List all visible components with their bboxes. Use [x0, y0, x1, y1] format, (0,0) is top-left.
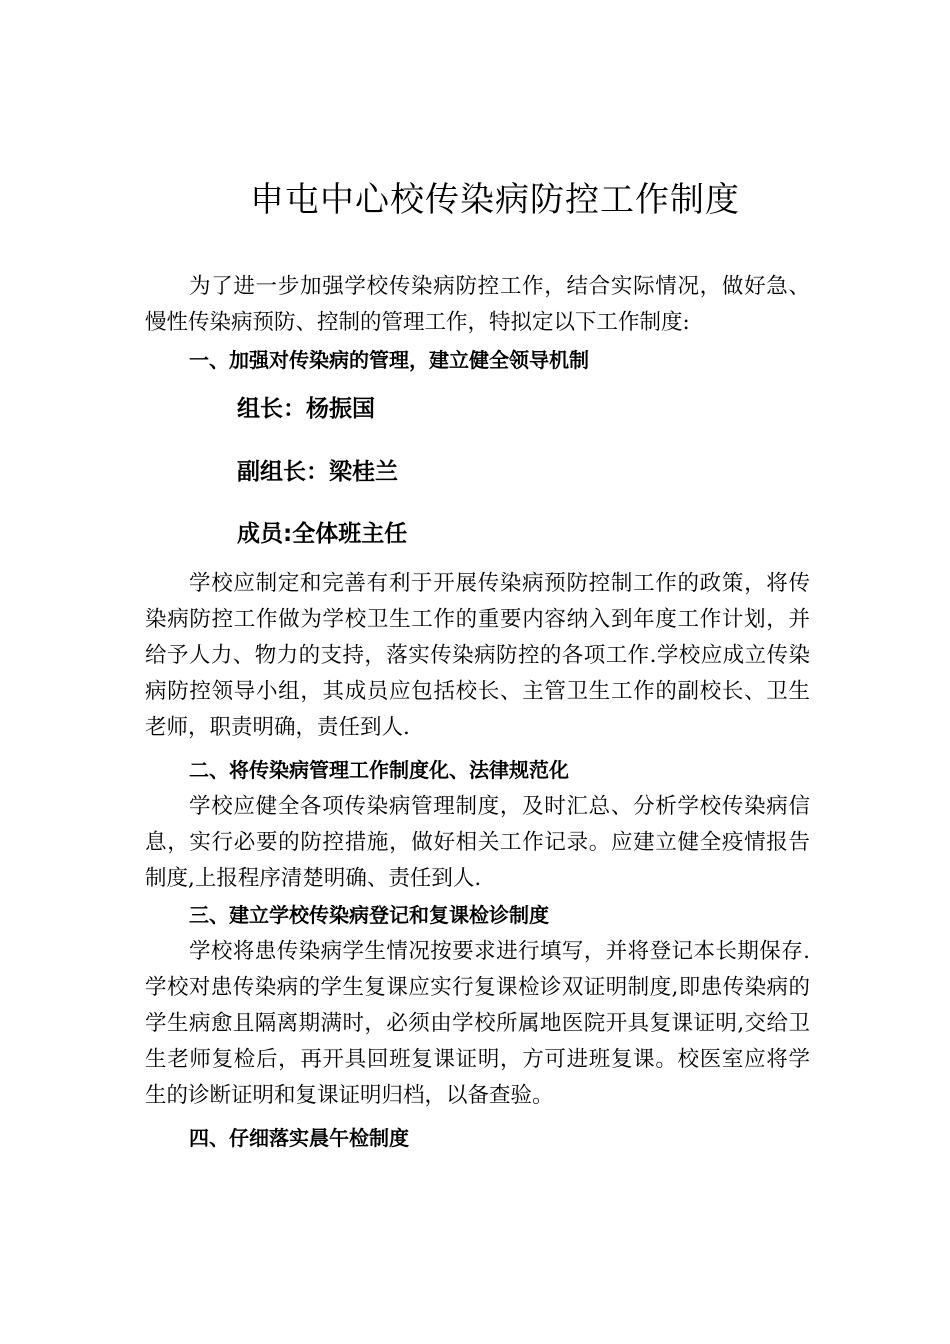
- section-4-heading: 四、仔细落实晨午检制度: [189, 1126, 409, 1150]
- intro-paragraph: 为了进一步加强学校传染病防控工作，结合实际情况，做好急、慢性传染病预防、控制的管理工作，特拟定以下工作制度:: [145, 274, 810, 335]
- section-1-heading: 一、加强对传染病的管理，建立健全领导机制: [189, 348, 589, 372]
- section-2-body: 学校应健全各项传染病管理制度，及时汇总、分析学校传染病信息，实行必要的防控措施，做好相关工作记录。应建立健全疫情报告制度,上报程序清楚明确、责任到人.: [145, 794, 810, 891]
- deputy-leader-line: 副组长：梁桂兰: [237, 459, 398, 485]
- document-title: 申屯中心校传染病防控工作制度: [250, 180, 740, 220]
- section-2-heading: 二、将传染病管理工作制度化、法律规范化: [189, 758, 569, 782]
- section-3-heading: 三、建立学校传染病登记和复课检诊制度: [189, 903, 549, 927]
- section-3-body: 学校将患传染病学生情况按要求进行填写，并将登记本长期保存.学校对患传染病的学生复课应实行复课检诊双证明制度,即患传染病的学生病愈且隔离期满时，必须由学校所属地医院开具复课证明,交给卫生老师复检后，再开具回班复课证明，方可进班复课。校医室应将学生的诊断证明和复课证明归档，以备查验。: [145, 939, 810, 1108]
- members-line: 成员:全体班主任: [237, 521, 408, 547]
- leader-line: 组长：杨振国: [237, 396, 375, 422]
- section-1-body: 学校应制定和完善有利于开展传染病预防控制工作的政策，将传染病防控工作做为学校卫生工作的重要内容纳入到年度工作计划，并给予人力、物力的支持，落实传染病防控的各项工作.学校应成立传染病防控领导小组，其成员应包括校长、主管卫生工作的副校长、卫生老师，职责明确，责任到人.: [145, 571, 810, 740]
